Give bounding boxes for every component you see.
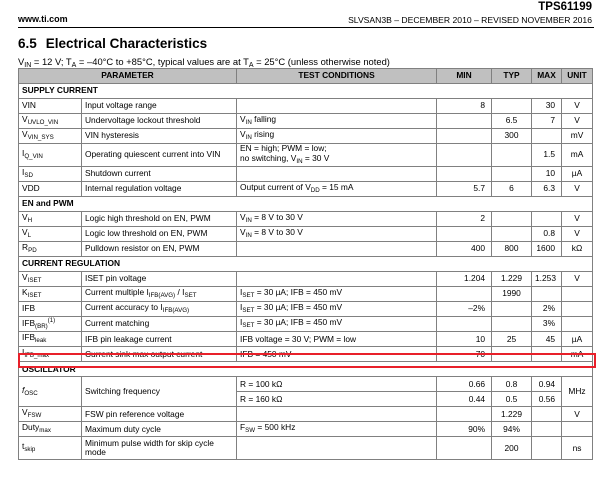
table-row: $I_{Q\_VIN}$ Operating quiescent current into VIN EN = high; PWM = low; no switching, $V_{IN} = 30$ V 1.5 mA <box>19 144 593 167</box>
site-url[interactable]: www.ti.com <box>18 14 68 24</box>
table-row: $V_{VIN\_SYS}$ VIN hysteresis $V_{IN}$ rising 300 mV <box>19 129 593 144</box>
header-max: MAX <box>532 69 562 84</box>
document-revision: SLVSAN3B – DECEMBER 2010 – REVISED NOVEMBER 2016 <box>348 15 592 25</box>
test-conditions-note: $V_{IN} = 12$ V; $T_A = -40^\circ C$ to +85°C, typical values are at $T_A = 25^\circ C$ (unless otherwise noted) <box>18 56 390 69</box>
table-row-highlighted: $I_{IFB\_max}$ Current sink max output current IFB = 450 mV 70 mA <box>19 347 593 362</box>
table-row: $I_{SD}$ Shutdown current 10 µA <box>19 167 593 182</box>
table-row: $V_H$ Logic high threshold on EN, PWM $V_{IN} = 8$ V to 30 V 2 V <box>19 212 593 227</box>
table-row: $V_{UVLO\_VIN}$ Undervoltage lockout threshold $V_{IN}$ falling 6.5 7 V <box>19 114 593 129</box>
header-typ: TYP <box>492 69 532 84</box>
section-title: Electrical Characteristics <box>45 36 208 51</box>
header-test-conditions: TEST CONDITIONS <box>237 69 437 84</box>
part-number: TPS61199 <box>538 1 592 13</box>
table-row: VDD Internal regulation voltage Output current of $V_{DD} = 15$ mA 5.7 6 6.3 V <box>19 182 593 197</box>
header-min: MIN <box>437 69 492 84</box>
section-row: SUPPLY CURRENT <box>19 84 593 99</box>
table-header-row <box>19 69 593 84</box>
table-row: $V_{ISET}$ ISET pin voltage 1.204 1.229 1.253 V <box>19 272 593 287</box>
header-unit: UNIT <box>562 69 593 84</box>
electrical-characteristics-table <box>18 68 593 460</box>
table-row: $R_{PD}$ Pulldown resistor on EN, PWM 400 800 1600 kΩ <box>19 242 593 257</box>
section-heading <box>18 36 207 51</box>
section-row: OSCILLATOR <box>19 362 593 377</box>
table-row: Duty$_{max}$ Maximum duty cycle $F_{SW} = 500$ kHz 90% 94% <box>19 422 593 437</box>
table-row: $IFB_{(BR)}^{(1)}$ Current matching $I_{SET} = 30$ µA; IFB = 450 mV 3% <box>19 317 593 332</box>
section-number: 6.5 <box>18 36 37 51</box>
section-row: CURRENT REGULATION <box>19 257 593 272</box>
table-row: $V_L$ Logic low threshold on EN, PWM $V_{IN} = 8$ V to 30 V 0.8 V <box>19 227 593 242</box>
table-row: R = 160 kΩ 0.44 0.5 0.56 <box>19 392 593 407</box>
table-row: $f_{OSC}$ Switching frequency R = 100 kΩ 0.66 0.8 0.94 MHz <box>19 377 593 392</box>
table-row: $V_{FSW}$ FSW pin reference voltage 1.229 V <box>19 407 593 422</box>
header-rule <box>18 27 594 28</box>
table-row: $K_{ISET}$ Current multiple $I_{IFB(AVG)} / I_{SET}$ $I_{SET} = 30$ µA; IFB = 450 mV 1990 <box>19 287 593 302</box>
header-parameter: PARAMETER <box>19 69 237 84</box>
table-row: $IFB_{leak}$ IFB pin leakage current IFB voltage = 30 V; PWM = low 10 25 45 µA <box>19 332 593 347</box>
section-row: EN and PWM <box>19 197 593 212</box>
table-row: $t_{skip}$ Minimum pulse width for skip cycle mode 200 ns <box>19 437 593 460</box>
table-row: VIN Input voltage range 8 30 V <box>19 99 593 114</box>
table-row: IFB Current accuracy to $I_{IFB(AVG)}$ $I_{SET} = 30$ µA; IFB = 450 mV –2% 2% <box>19 302 593 317</box>
